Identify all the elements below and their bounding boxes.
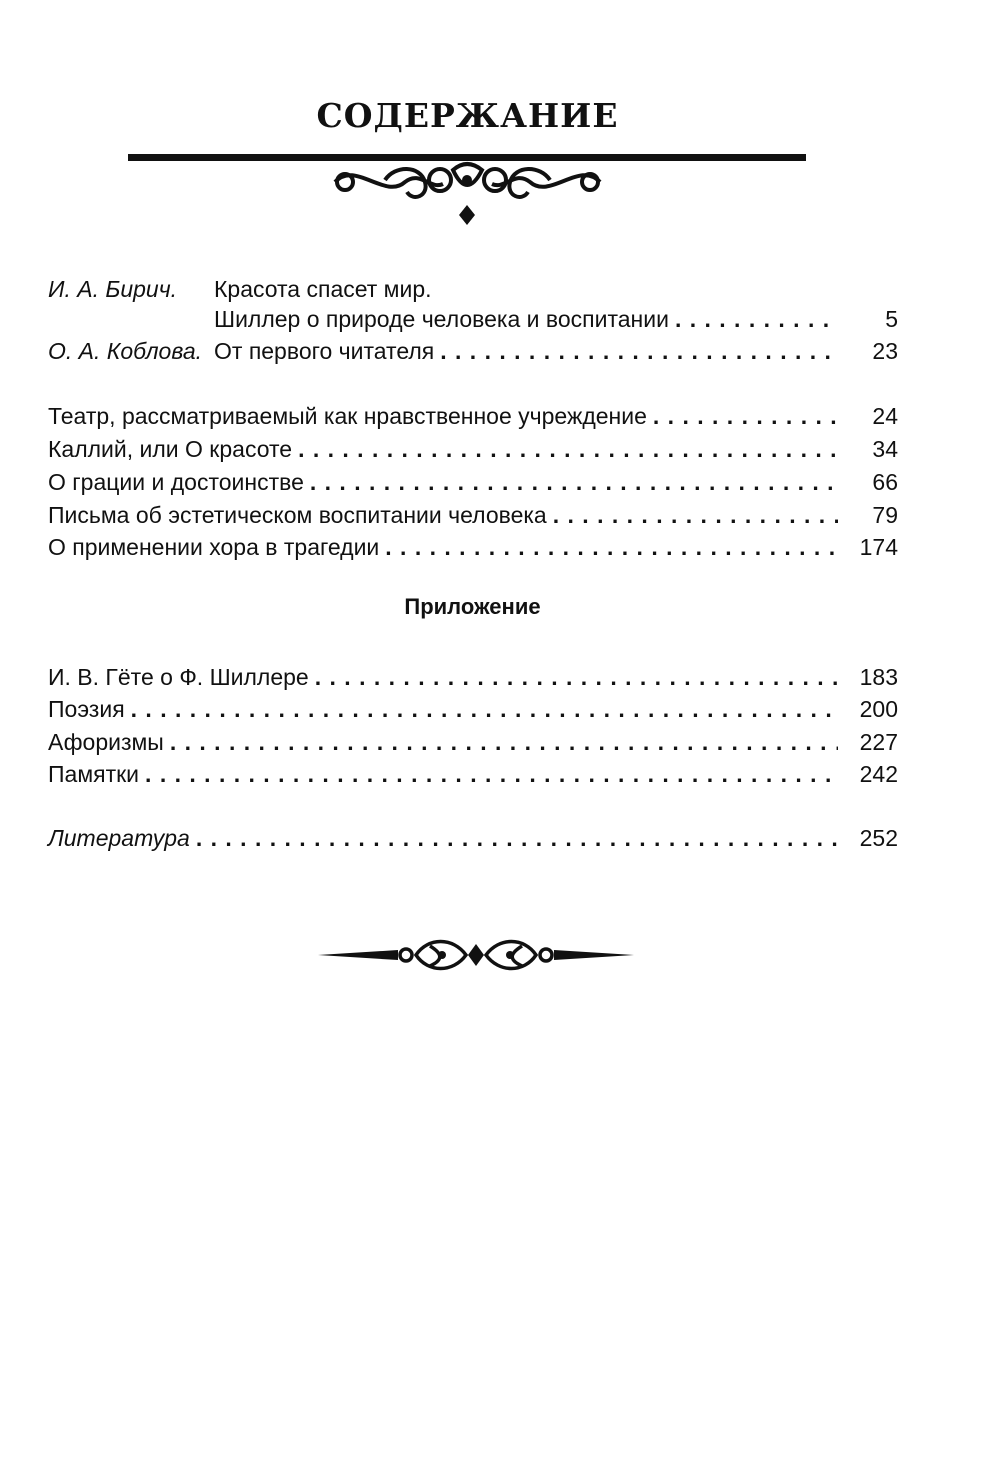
entry-page-number: 242 — [859, 761, 898, 787]
toc-entry — [48, 757, 898, 791]
leader-dots — [385, 530, 838, 564]
entry-page-number: 23 — [872, 338, 898, 364]
toc-entry — [48, 302, 898, 336]
leader-dots — [170, 725, 838, 759]
entry-page-number: 183 — [859, 664, 898, 690]
entry-page-number: 24 — [872, 403, 898, 429]
entry-title: Поэзия — [48, 696, 125, 722]
leader-dots — [675, 302, 838, 336]
toc-entry — [48, 399, 898, 433]
toc-entry — [48, 530, 898, 564]
toc-entry — [48, 821, 898, 855]
toc-entry — [48, 272, 898, 306]
toc-entry — [48, 465, 898, 499]
toc-entry — [48, 334, 898, 368]
leader-dots — [553, 498, 838, 532]
appendix-heading: Приложение — [404, 594, 541, 619]
leader-dots — [131, 692, 838, 726]
entry-title: От первого читателя — [214, 338, 435, 364]
entry-page-number: 66 — [872, 469, 898, 495]
entry-title: Шиллер о природе человека и воспитании — [214, 306, 669, 332]
entry-title: Литература — [48, 825, 190, 851]
ornament-bottom-icon — [318, 932, 634, 978]
entry-page-number: 200 — [859, 696, 898, 722]
leader-dots — [310, 465, 838, 499]
toc-entry — [48, 692, 898, 726]
toc-entry — [48, 498, 898, 532]
entry-title: Афоризмы — [48, 729, 164, 755]
leader-dots — [653, 399, 838, 433]
entry-title: О применении хора в трагедии — [48, 534, 380, 560]
entry-title: И. В. Гёте о Ф. Шиллере — [48, 664, 309, 690]
entry-title: Памятки — [48, 761, 140, 787]
entry-page-number: 34 — [872, 436, 898, 462]
entry-page-number: 252 — [859, 825, 898, 851]
leader-dots — [145, 757, 838, 791]
leader-dots — [196, 821, 838, 855]
entry-title: Каллий, или О красоте — [48, 436, 293, 462]
leader-dots — [440, 334, 838, 368]
entry-page-number: 174 — [859, 534, 898, 560]
entry-author: И. А. Бирич. — [48, 276, 177, 302]
entry-page-number: 79 — [872, 502, 898, 528]
entry-page-number: 227 — [859, 729, 898, 755]
entry-author: О. А. Коблова. — [48, 338, 203, 364]
entry-title: Театр, рассматриваемый как нравственное учреждение — [48, 403, 647, 429]
toc-entry — [48, 432, 898, 466]
toc-entry — [48, 725, 898, 759]
ornament-top-icon — [325, 160, 610, 230]
toc-entry — [48, 660, 898, 694]
entry-title: Письма об эстетическом воспитании человека — [48, 502, 547, 528]
entry-page-number: 5 — [885, 306, 898, 332]
entry-title: Красота спасет мир. — [214, 276, 432, 302]
leader-dots — [315, 660, 838, 694]
leader-dots — [298, 432, 838, 466]
entry-title: О грации и достоинстве — [48, 469, 304, 495]
page-title: СОДЕРЖАНИЕ — [316, 96, 619, 135]
